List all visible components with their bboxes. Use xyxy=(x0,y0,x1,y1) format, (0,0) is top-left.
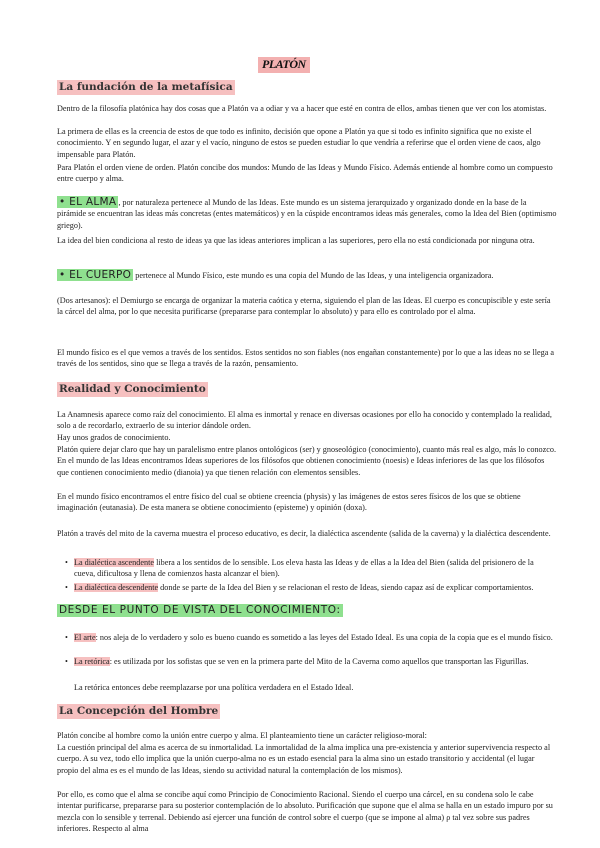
paragraph-mundo: El mundo físico es el que vemos a través de los sentidos. Estos sentidos no son fiables (nos engañan constantemente) por lo que a las ideas no se llega a través de los sentidos, sino que se llega a través de la razón, pensamiento. xyxy=(57,348,555,369)
paragraph-alma-2: La idea del bien condiciona al resto de ideas ya que las ideas anteriores implican a las superiores, pero ella no está condicionada por ninguna otra. xyxy=(57,236,535,245)
paragraph-cuerpo xyxy=(57,270,557,281)
retorica-text: : es utilizada por los sofistas que se ven en la primera parte del Mito de la Caverna como aquellos que transportan las Figurillas. xyxy=(109,657,529,666)
alma-text: , por naturaleza pertenece al Mundo de las Ideas. Este mundo es un sistema jerarquizado y organizado donde en la base de la pirámide se encuentran las ideas más concretas (entes matemáticos) y en la cúspide encontramos ideas más generales, como la Idea del Bien (optimismo griego). xyxy=(57,198,557,230)
paragraph-hombre-3: Por ello, es como que el alma se concibe aquí como Principio de Conocimiento Racional. Siendo el cuerpo una cárcel, en su condena solo le cabe intentar purificarse, prepararse para su posterior contemplación de lo absoluto. Purificación que supone que el alma se halla en un estado impuro por su mezcla con lo sensible y terrenal. Debiendo así ejercer una función de control sobre el cuerpo (que se impone al alma) ρ tal vez sobre sus padres inferiores. Respecto al alma xyxy=(57,790,553,833)
cuerpo-text: pertenece al Mundo Físico, este mundo es una copia del Mundo de las Ideas, y una inteligencia organizadora. xyxy=(133,271,494,280)
cuerpo-tag: • EL CUERPO xyxy=(59,269,132,281)
heading-fundacion: La fundación de la metafísica xyxy=(59,81,233,93)
paragraph-fundacion-3: Para Platón el orden viene de orden. Platón concibe dos mundos: Mundo de las Ideas y Mundo Físico. Además entiende al hombre como un compuesto entre cuerpo y alma. xyxy=(57,163,553,184)
paragraph-realidad-2: Hay unos grados de conocimiento. xyxy=(57,433,171,442)
paragraph-realidad-1: La Anamnesis aparece como raíz del conocimiento. El alma es inmortal y renace en diversas ocasiones por ello ha conocido y contemplado la realidad, solo a de recordarlo, extraerlo de su interior dándole orden. xyxy=(57,410,552,431)
list-item-retorica: • La retórica: es utilizada por los sofistas que se ven en la primera parte del Mito de la Caverna como aquellos que transportan las Figurillas. xyxy=(65,657,529,666)
list-item-ascendente: • La dialéctica ascendente libera a los sentidos de lo sensible. Los eleva hasta las Ideas y de ellas a la Idea del Bien (salida del prisionero de la cueva, dificultosa y llena de comienzos hasta alcanzar el bien). xyxy=(65,558,534,579)
ascendente-text: libera a los sentidos de lo sensible. Los eleva hasta las Ideas y de ellas a la Idea del Bien (salida del prisionero de la cueva, dificultosa y llena de comienzos hasta alcanzar el bien). xyxy=(74,558,534,579)
paragraph-hombre-1: Platón concibe al hombre como la unión entre cuerpo y alma. El planteamiento tiene un carácter religioso-moral: xyxy=(57,731,427,740)
alma-tag: • EL ALMA xyxy=(59,196,117,208)
retorica-label: La retórica xyxy=(74,657,110,666)
arte-text: : nos aleja de lo verdadero y solo es bueno cuando es sometido a las leyes del Estado Ideal. Es una copia de la copia que es el mundo físico. xyxy=(95,633,553,642)
list-item-descendente: • La dialéctica descendente donde se parte de la Idea del Bien y se relacionan el resto de Ideas, siendo capaz así de explicar comportamientos. xyxy=(65,583,534,592)
paragraph-realidad-3: Platón quiere dejar claro que hay un paralelismo entre planos ontológicos (ser) y gnoseológico (conocimiento), cuanto más real es algo, más lo conozco. En el mundo de las Ideas encontramos Ideas superiores de los filósofos que obtienen conocimiento (noesis) e Ideas inferiores de las que los filósofos que contienen conocimiento medio (dianoia) ya que tienen relación con elementos sensibles. xyxy=(57,445,557,477)
heading-desde-conocimiento: DESDE EL PUNTO DE VISTA DEL CONOCIMIENTO: xyxy=(59,604,341,616)
paragraph-realidad-4: En el mundo físico encontramos el entre físico del cual se obtiene creencia (physis) y las imágenes de estos seres físicos de los que se obtiene imaginación (eutanasia). De esta manera se obtiene conocimiento (episteme) y opinión (doxa). xyxy=(57,492,521,513)
descendente-label: La dialéctica descendente xyxy=(74,583,159,592)
paragraph-fundacion-1: Dentro de la filosofía platónica hay dos cosas que a Platón va a odiar y va a hacer que esté en contra de ellos, ambas tienen que ver con los atomistas. xyxy=(57,104,547,113)
heading-realidad: Realidad y Conocimiento xyxy=(59,383,206,395)
arte-label: El arte xyxy=(74,633,96,642)
paragraph-alma xyxy=(57,197,557,231)
paragraph-cuerpo-2: (Dos artesanos): el Demiurgo se encarga de organizar la materia caótica y eterna, siguiendo el plan de las Ideas. El cuerpo es concupiscible y este sería la cárcel del alma, por lo que necesita purificarse (prepararse para contemplar lo absoluto) y para ello es controlado por el alma. xyxy=(57,296,551,317)
paragraph-fundacion-2: La primera de ellas es la creencia de estos de que todo es infinito, decisión que opone a Platón ya que si todo es infinito significa que no existe el conocimiento. Y en segundo lugar, el azar y el vacío, ninguno de estos se pueden estudiar lo que vendría a referirse que el orden viene de caos, algo impensable para Platón. xyxy=(57,127,541,159)
page-title: PLATÓN xyxy=(262,57,306,71)
ascendente-label: La dialéctica ascendente xyxy=(74,558,155,567)
list-item-arte: • El arte: nos aleja de lo verdadero y solo es bueno cuando es sometido a las leyes del Estado Ideal. Es una copia de la copia que es el mundo físico. xyxy=(65,633,553,642)
descendente-text: donde se parte de la Idea del Bien y se relacionan el resto de Ideas, siendo capaz así de explicar comportamientos. xyxy=(158,583,534,592)
paragraph-hombre-2: La cuestión principal del alma es acerca de su inmortalidad. La inmortalidad de la alma implica una pre-existencia y anterior supervivencia respecto al cuerpo. A su vez, todo ello implica que la unión cuerpo-alma no es un estado esencial para la alma sino un estado transitorio y accidental (el lugar propio del alma es es el mundo de las Ideas, siendo su actividad natural la contemplación de los mismos). xyxy=(57,743,551,775)
paragraph-retorica-2: La retórica entonces debe reemplazarse por una política verdadera en el Estado Ideal. xyxy=(74,683,354,692)
paragraph-realidad-5: Platón a través del mito de la caverna muestra el proceso educativo, es decir, la dialéctica ascendente (salida de la caverna) y la dialéctica descendente. xyxy=(57,529,551,538)
heading-hombre: La Concepción del Hombre xyxy=(59,705,219,717)
